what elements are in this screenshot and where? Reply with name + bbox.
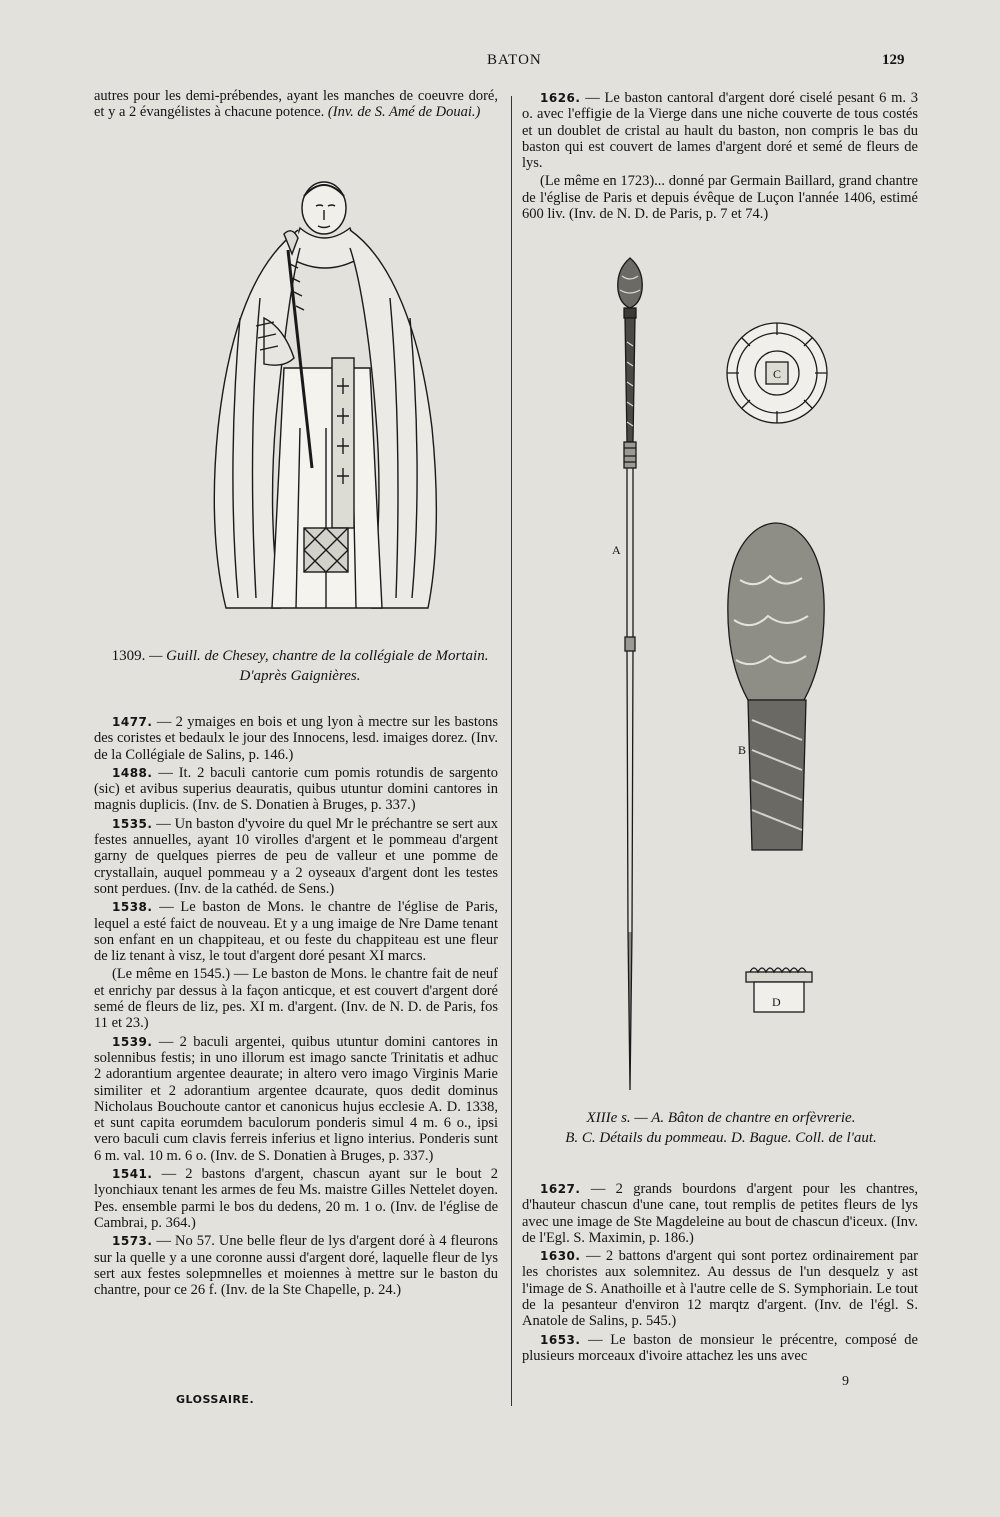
- entry: [522, 90, 918, 171]
- figure-label-d: D: [772, 995, 781, 1009]
- source-citation: (Inv. de S. Amé de Douai.): [327, 104, 481, 121]
- caption-number: 1309.: [111, 648, 146, 664]
- signature-mark: GLOSSAIRE.: [176, 1393, 255, 1406]
- entry: [94, 714, 498, 763]
- entry-text: — 2 ymaiges en bois et ung lyon à mectre sur les bastons des coristes et bedaulx le jour des Innocens, lesd. imaiges dorez. (Inv. de la Collégiale de Salins, p. 146.): [94, 714, 498, 763]
- left-figure-caption: [100, 646, 500, 686]
- sheet-number: 9: [842, 1374, 849, 1389]
- entry: [522, 1248, 918, 1329]
- right-column-top: [522, 90, 918, 224]
- figure-label-b-wrap: [736, 740, 756, 760]
- entry: [522, 173, 918, 222]
- caption-line-2-text: B. C. Détails du pommeau. D. Bague. Coll. de l'aut.: [565, 1130, 877, 1146]
- paragraph: [94, 88, 498, 121]
- entry: [94, 966, 498, 1031]
- caption-line-1-text: XIIIe s. — A. Bâton de chantre en orfèvrerie.: [586, 1110, 856, 1126]
- knop-detail-illustration: [716, 520, 836, 860]
- entry-number: 1626.: [540, 91, 581, 105]
- entry-text: — Le baston de Mons. le chantre de l'église de Paris, lequel a esté faict de nouveau. Et y a ung imaige de Nre Dame tenant son enfant en un chappiteau, et ou feste du chappiteau est une fleur de liz tenant à visz, le tout d'argent doré pesant XI marcs.: [94, 899, 499, 965]
- entry-number: 1630.: [540, 1249, 581, 1264]
- right-column-entries: [522, 1181, 918, 1366]
- caption-line-2: [524, 1128, 918, 1148]
- entry: [94, 1034, 498, 1164]
- paragraph-text: autres pour les demi-prébendes, ayant les manches de coeuvre doré, et y a 2 évangélistes à chacune potence.: [94, 88, 498, 121]
- figure-label-b: B: [738, 743, 747, 757]
- entry: [94, 1166, 498, 1231]
- entry: [94, 1233, 498, 1298]
- running-head: BATON: [487, 52, 542, 68]
- page-number: 129: [882, 52, 905, 68]
- entry: [94, 765, 498, 814]
- entry-text: — Le baston cantoral d'argent doré ciselé pesant 6 m. 3 o. avec l'effigie de la Vierge dans une niche couverte de tous costés et un doublet de cristal au hault du baston, non compris le bas du baston qui est couvert de lames d'argent doré et semé de fleurs de lys.: [522, 90, 918, 172]
- entry: [522, 1181, 918, 1246]
- entry-text: — Le baston de monsieur le précentre, composé de plusieurs morceaux d'ivoire attachez les uns avec: [522, 1331, 918, 1364]
- entry-number: 1535.: [112, 816, 153, 831]
- figure-label-c: C: [773, 367, 782, 381]
- entry-text: (Le même en 1723)... donné par Germain Baillard, grand chantre de l'église de Paris et depuis évêque de Luçon l'année 1406, estimé 600 liv. (Inv. de N. D. de Paris, p. 7 et 74.): [522, 173, 918, 223]
- cantor-figure-illustration: [200, 168, 500, 628]
- rosette-illustration: [722, 318, 832, 428]
- entry-number: 1488.: [112, 765, 153, 780]
- entry-number: 1539.: [112, 1034, 153, 1049]
- entry-text: — 2 baculi argentei, quibus utuntur domini cantores in solennibus festis; in uno illorum est imago sancte Trinitatis et adhuc 2 adorantium argentee deaurate; in altero vero imago Virginis Marie similiter et 2 adorantium argentee dcaurate, quos dedit dominus Nicholaus Bouchoute cantor et canonicus hujus ecclesie A. D. 1338, et sunt capita eorumdem baculorum ponderis simul 4 m. 6 o., ipsi vero baculi cum clavis ferreis inferius et ligno interius. Ponderis sunt 6 m. val. 10 m. 6 o. (Inv. de S. Donatien à Bruges, p. 337.): [94, 1033, 498, 1164]
- ring-illustration: [740, 962, 820, 1022]
- entry-text: — 2 grands bourdons d'argent pour les chantres, d'hauteur chascun d'une cane, tout remplis de petites fleurs de lys avec une image de Ste Magdeleine au bout de chascun d'iceux. (Inv. de l'Egl. S. Maximin, p. 186.): [522, 1181, 919, 1246]
- left-column-top: [94, 88, 498, 123]
- staff-illustration: [600, 252, 660, 1092]
- entry: [94, 816, 498, 897]
- right-figure-caption: [524, 1108, 918, 1148]
- caption-line-1: [524, 1108, 918, 1128]
- entry-text: — 2 battons d'argent qui sont portez ordinairement par les choristes aux solemnitez. Au dessus de l'un desquelz y ast l'image de S. Anathoille et à l'autre celle de S. Symphoriain. Le tout de la pesanteur d'environ 12 marqtz d'argent. (Inv. de l'égl. S. Anatole de Salins, p. 545.): [522, 1248, 918, 1330]
- entry-number: 1627.: [540, 1182, 581, 1196]
- column-rule: [511, 96, 512, 1406]
- figure-label-a: A: [612, 543, 621, 557]
- entry-number: 1653.: [540, 1332, 581, 1347]
- entry: [522, 1332, 918, 1365]
- entry-number: 1538.: [112, 900, 153, 915]
- entry-text: (Le même en 1545.) — Le baston de Mons. le chantre fait de neuf et enrichy par dessus à la façon anticque, et est couvert d'argent doré semé de fleurs de liz, pes. XI m. d'argent. (Inv. de N. D. de Paris, fos 11 et 23.): [94, 966, 498, 1032]
- entry-number: 1477.: [112, 715, 153, 729]
- entry-number: 1541.: [112, 1167, 153, 1182]
- entry-number: 1573.: [112, 1234, 153, 1249]
- entry-text: — Un baston d'yvoire du quel Mr le préchantre se sert aux festes annuelles, ayant 10 virolles d'argent et le pommeau d'argent garny de quelques pierres de peu de valleur et une pomme de crystallain, auquel pommeau y a 2 oyseaux d'argent dont les testes sont perdues. (Inv. de la cathéd. de Sens.): [94, 815, 499, 897]
- entry-text: — 2 bastons d'argent, chascun ayant sur le bout 2 lyonchiaux tenant les armes de feu Ms. maistre Gilles Nettelet doyen. Pes. ensemble parmi le bos du dedens, 20 m. 1 o. (Inv. de l'église de Cambrai, p. 364.): [94, 1166, 498, 1231]
- caption-text: — Guill. de Chesey, chantre de la collégiale de Mortain. D'après Gaignières.: [149, 648, 489, 684]
- left-column-entries: [94, 714, 498, 1300]
- entry-text: — It. 2 baculi cantorie cum pomis rotundis de sargento (sic) et avibus superius deauratis, quibus utuntur domini cantores in magnis duplicis. (Inv. de S. Donatien à Bruges, p. 337.): [94, 764, 499, 814]
- entry-text: — No 57. Une belle fleur de lys d'argent doré à 4 fleurons sur la quelle y a une coronne aussi d'argent doré, laquelle fleur de lys sert aux festes solepmnelles et moiennes à mettre sur le baston du chantre, pour ce 26 f. (Inv. de la Ste Chapelle, p. 24.): [94, 1233, 498, 1299]
- entry: [94, 899, 498, 964]
